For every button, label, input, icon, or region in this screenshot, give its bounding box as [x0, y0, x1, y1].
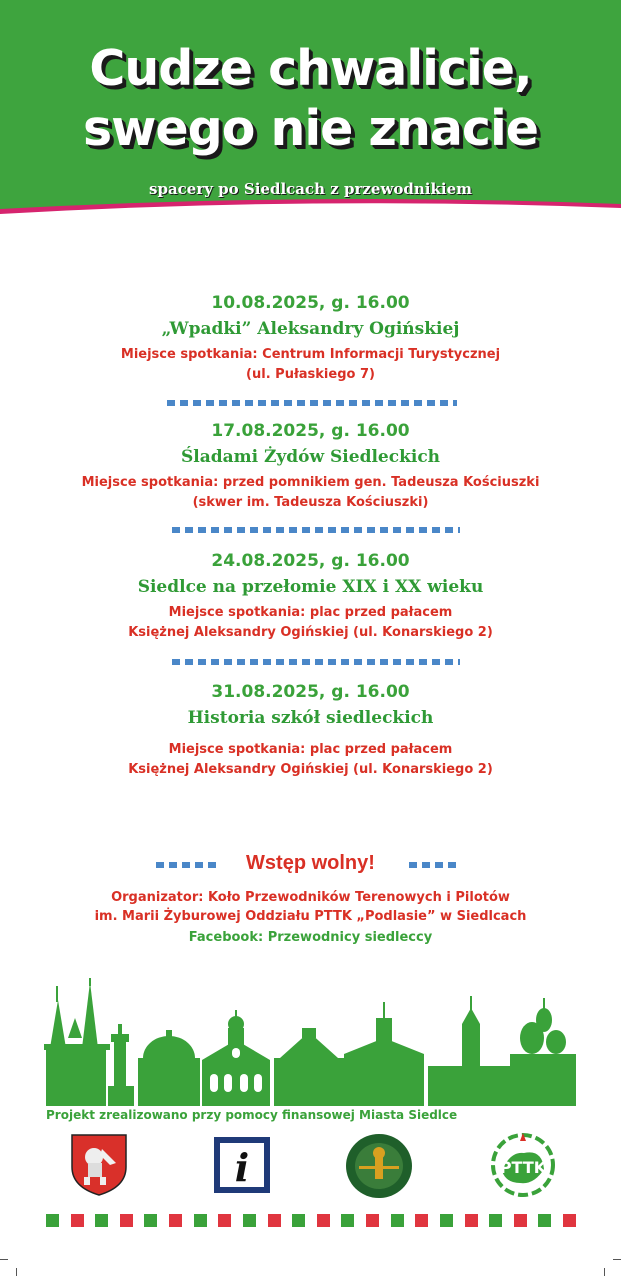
event-place-line: Księżnej Aleksandry Ogińskiej (ul. Konarskiego 2)	[128, 625, 493, 640]
decorative-square	[120, 1214, 133, 1227]
event-place	[0, 345, 621, 385]
decorative-square	[440, 1214, 453, 1227]
event-date: 10.08.2025, g. 16.00	[211, 293, 410, 313]
tourist-information-icon	[214, 1137, 270, 1193]
decorative-square	[169, 1214, 182, 1227]
decorative-square	[341, 1214, 354, 1227]
free-entry	[0, 852, 621, 875]
decorative-square	[144, 1214, 157, 1227]
decorative-square	[292, 1214, 305, 1227]
dotted-separator	[167, 400, 457, 406]
event-place-line: Miejsce spotkania: plac przed pałacem	[168, 605, 453, 620]
event-title: „Wpadki” Aleksandry Ogińskiej	[161, 319, 460, 339]
decorative-square	[391, 1214, 404, 1227]
dotted-separator	[172, 659, 460, 665]
decorative-square	[489, 1214, 502, 1227]
decorative-square	[194, 1214, 207, 1227]
decorative-square	[514, 1214, 527, 1227]
decorative-square	[46, 1214, 59, 1227]
decorative-squares	[46, 1214, 576, 1228]
event-place-line: Miejsce spotkania: Centrum Informacji Turystycznej	[120, 347, 501, 362]
event-date: 17.08.2025, g. 16.00	[211, 421, 410, 441]
event-1	[0, 293, 621, 385]
event-date: 24.08.2025, g. 16.00	[211, 551, 410, 571]
decorative-square	[317, 1214, 330, 1227]
decorative-square	[95, 1214, 108, 1227]
decorative-square	[218, 1214, 231, 1227]
crop-mark	[613, 1259, 621, 1260]
decorative-square	[243, 1214, 256, 1227]
event-place	[0, 603, 621, 643]
event-title: Siedlce na przełomie XIX i XX wieku	[137, 577, 484, 597]
siedlce-coat-of-arms-icon	[70, 1133, 128, 1197]
event-place-line: (ul. Pułaskiego 7)	[246, 367, 375, 382]
organizer-line: im. Marii Żyburowej Oddziału PTTK „Podlasie” w Siedlcach	[94, 909, 527, 924]
project-funding-note: Projekt zrealizowano przy pomocy finansowej Miasta Siedlce	[46, 1108, 458, 1122]
decorative-square	[563, 1214, 576, 1227]
city-skyline	[44, 978, 576, 1106]
decorative-square	[415, 1214, 428, 1227]
event-title: Śladami Żydów Siedleckich	[180, 447, 441, 467]
organizer-line: Organizator: Koło Przewodników Terenowych i Pilotów	[111, 890, 510, 905]
info-letter: i	[234, 1145, 250, 1190]
crop-mark	[604, 1268, 605, 1276]
subtitle: spacery po Siedlcach z przewodnikiem	[149, 180, 472, 198]
event-date: 31.08.2025, g. 16.00	[211, 682, 410, 702]
event-2	[0, 421, 621, 513]
dotted-separator	[172, 527, 460, 533]
decorative-square	[538, 1214, 551, 1227]
event-place	[0, 473, 621, 513]
organizer	[0, 888, 621, 926]
event-place-line: Miejsce spotkania: plac przed pałacem	[168, 742, 453, 757]
title-line-2: swego nie znacie	[83, 100, 538, 157]
decorative-square	[71, 1214, 84, 1227]
pttk-text: PTTK	[499, 1158, 547, 1177]
free-entry-text: Wstęp wolny!	[246, 852, 375, 874]
title-line-1: Cudze chwalicie,	[89, 40, 532, 97]
guides-badge-icon	[345, 1133, 413, 1199]
event-place-line: Księżnej Aleksandry Ogińskiej (ul. Konarskiego 2)	[128, 762, 493, 777]
pttk-logo-icon	[490, 1131, 556, 1199]
event-place-line: (skwer im. Tadeusza Kościuszki)	[192, 495, 429, 510]
decorative-square	[268, 1214, 281, 1227]
decorative-square	[465, 1214, 478, 1227]
crop-mark	[0, 1259, 8, 1260]
event-3	[0, 551, 621, 643]
facebook-info: Facebook: Przewodnicy siedleccy	[188, 930, 433, 945]
event-4	[0, 682, 621, 780]
event-place	[0, 740, 621, 780]
event-place-line: Miejsce spotkania: przed pomnikiem gen. Tadeusza Kościuszki	[81, 475, 540, 490]
event-title: Historia szkół siedleckich	[187, 708, 434, 728]
crop-mark	[16, 1268, 17, 1276]
decorative-square	[366, 1214, 379, 1227]
